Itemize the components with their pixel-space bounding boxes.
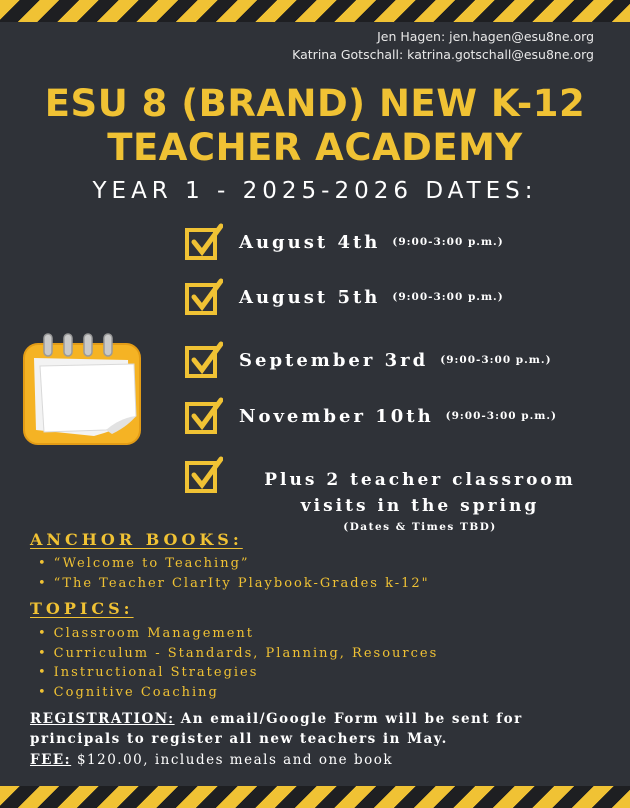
title-line-1: ESU 8 (BRAND) NEW K-12 [44, 82, 586, 125]
contact-katrina: Katrina Gotschall: katrina.gotschall@esu8ne.org [292, 47, 594, 62]
title-line-2: TEACHER ACADEMY [107, 126, 523, 169]
list-item: • Cognitive Coaching [38, 683, 438, 703]
date-row [185, 340, 552, 380]
fee-text: $120.00, includes meals and one book [71, 752, 394, 768]
date-label: September 3rd [239, 349, 429, 371]
calendar-icon [16, 330, 146, 450]
registration-label: REGISTRATION: [30, 711, 175, 727]
contact-info [292, 28, 594, 64]
anchor-books-heading: ANCHOR BOOKS: [30, 530, 243, 549]
date-row [185, 222, 504, 262]
page-title [0, 82, 630, 170]
fee-label: FEE: [30, 752, 72, 768]
fee-info [30, 752, 393, 768]
topics-heading: TOPICS: [30, 599, 134, 618]
list-item: • “Welcome to Teaching” [38, 554, 430, 574]
date-time: (9:00-3:00 p.m.) [392, 236, 504, 248]
list-item: • Instructional Strategies [38, 663, 438, 683]
registration-info [30, 709, 610, 749]
checkbox-icon [185, 277, 223, 317]
date-label: August 4th [239, 231, 381, 253]
date-row [185, 277, 504, 317]
extra-note: (Dates & Times TBD) [343, 521, 497, 533]
checkbox-icon [185, 222, 223, 262]
registration-text: An email/Google Form will be sent for principals to register all new teachers in May. [30, 711, 523, 747]
date-time: (9:00-3:00 p.m.) [392, 291, 504, 303]
checkbox-icon [185, 396, 223, 436]
list-item: • “The Teacher ClarIty Playbook-Grades k-12" [38, 574, 430, 594]
list-item: • Curriculum - Standards, Planning, Resources [38, 644, 438, 664]
extra-line-1: Plus 2 teacher classroom [264, 470, 576, 490]
date-time: (9:00-3:00 p.m.) [445, 410, 557, 422]
anchor-books-list [38, 554, 430, 593]
checkbox-icon [185, 340, 223, 380]
date-time: (9:00-3:00 p.m.) [440, 354, 552, 366]
topics-list [38, 624, 438, 702]
contact-jen: Jen Hagen: jen.hagen@esu8ne.org [377, 29, 594, 44]
list-item: • Classroom Management [38, 624, 438, 644]
date-label: August 5th [239, 286, 381, 308]
extra-visits-text [225, 467, 615, 519]
checkbox-icon [185, 455, 223, 495]
date-row [185, 396, 557, 436]
hazard-stripe-bottom [0, 786, 630, 808]
hazard-stripe-top [0, 0, 630, 22]
date-label: November 10th [239, 405, 434, 427]
dates-heading: YEAR 1 - 2025-2026 DATES: [92, 178, 538, 204]
extra-line-2: visits in the spring [300, 496, 540, 516]
